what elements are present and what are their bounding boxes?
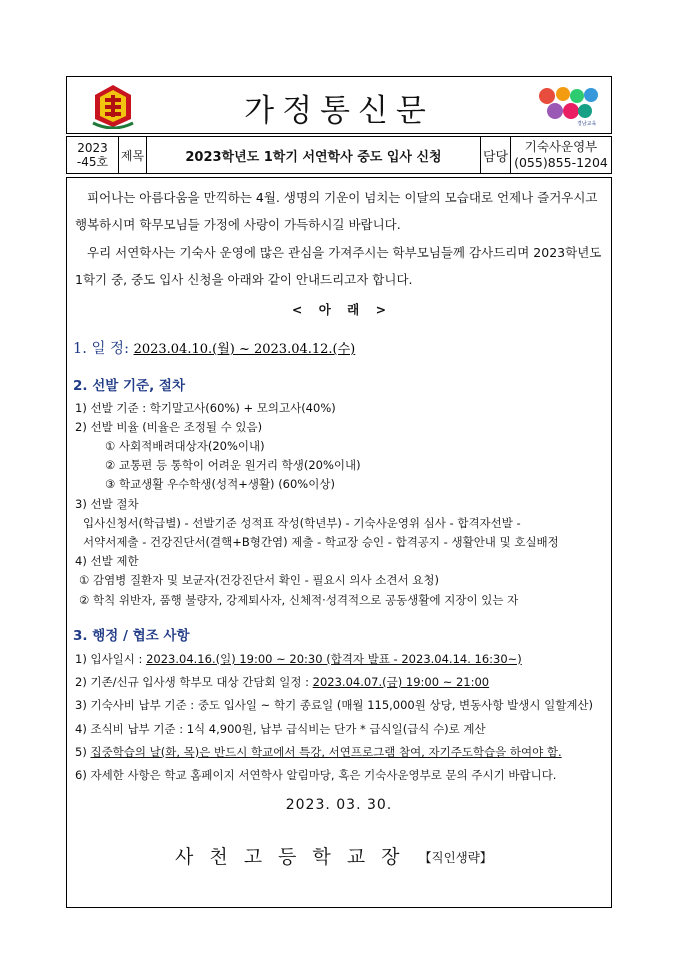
intro-paragraph-2: 우리 서연학사는 기숙사 운영에 많은 관심을 가져주시는 학부모님들께 감사드리며 2023학년도 1학기 중, 중도 입사 신청을 아래와 같이 안내드리고자 합니다.: [75, 245, 602, 287]
section-2-heading: 2. 선발 기준, 절차: [73, 378, 185, 394]
procedure-steps-1: 입사신청서(학급별) - 선발기준 성적표 작성(학년부) - 기숙사운영위 심사 - 합격자선발 -: [83, 516, 521, 530]
issue-year: 2023: [77, 141, 108, 155]
restriction-item-1: ① 감염병 질환자 및 보균자(건강진단서 확인 - 필요시 의사 소견서 요청): [79, 573, 439, 587]
restriction-line: 4) 선발 제한: [75, 554, 139, 568]
inquiry-line: 6) 자세한 사항은 학교 홈페이지 서연학사 알림마당, 혹은 기숙사운영부로 문의 주시기 바랍니다.: [75, 768, 557, 782]
department-name: 기숙사운영부: [524, 139, 598, 154]
study-day-line: [75, 744, 562, 760]
dorm-fee-line: 3) 기숙사비 납부 기준 : 중도 입사일 ~ 학기 종료일 (매월 115,000원 상당, 변동사항 발생시 일할계산): [75, 698, 594, 712]
notice-heading: < 아 래 >: [291, 302, 387, 317]
study-day-value: 집중학습의 날(화, 목)은 반드시 학교에서 특강, 서연프로그램 참여, 자기주도학습을 하여야 함.: [90, 745, 562, 759]
body-frame: [66, 177, 612, 908]
breakfast-fee-line: 4) 조식비 납부 기준 : 1식 4,900원, 납부 급식비는 단가 * 급식일(급식 수)로 계산: [75, 722, 486, 736]
title-box: [66, 76, 612, 134]
department-phone: (055)855-1204: [514, 155, 608, 170]
procedure-steps-2: 서약서제출 - 건강진단서(결핵+B형간염) 제출 - 학교장 승인 - 합격공지 - 생활안내 및 호실배정: [83, 535, 559, 549]
page-title: 가정통신문: [244, 93, 434, 129]
department-contact: [511, 137, 611, 173]
admission-date-label: 1) 입사일시 :: [75, 652, 147, 666]
meeting-value: 2023.04.07.(금) 19:00 ~ 21:00: [312, 675, 490, 689]
section-1-heading: [73, 337, 355, 358]
schedule-dates: 2023.04.10.(월) ~ 2023.04.12.(수): [133, 342, 356, 357]
criteria-line: 1) 선발 기준 : 학기말고사(60%) + 모의고사(40%): [75, 401, 336, 415]
ratio-item-3: ③ 학교생활 우수학생(성적+생활) (60%이상): [105, 477, 335, 491]
section-1-title: 1. 일 정:: [73, 341, 129, 357]
admission-date-value: 2023.04.16.(일) 19:00 ~ 20:30 (합격자 발표 - 2023.04.14. 16:30~): [146, 652, 522, 666]
subject-text: 2023학년도 1학기 서연학사 중도 입사 신청: [147, 137, 481, 173]
issue-number: [67, 137, 119, 173]
ratio-line: 2) 선발 비율 (비율은 조정될 수 있음): [75, 420, 263, 434]
issue-no: -45호: [76, 155, 109, 169]
gyeongnam-education-logo-icon: [537, 83, 601, 127]
signer-name: 사천고등학교장: [175, 846, 416, 868]
intro-paragraph-1: 피어나는 아름다움을 만끽하는 4월. 생명의 기운이 넘치는 이달의 모습대로 언제나 즐거우시고 행복하시며 학무모님들 가정에 사랑이 가득하시길 바랍니다.: [75, 190, 598, 232]
ratio-item-1: ① 사회적배려대상자(20%이내): [105, 439, 265, 453]
ratio-item-2: ② 교통편 등 통학이 어려운 원거리 학생(20%이내): [105, 458, 361, 472]
procedure-line: 3) 선발 절차: [75, 497, 139, 511]
info-row: [66, 136, 612, 174]
issue-date: 2023. 03. 30.: [285, 797, 393, 813]
section-3-heading: 3. 행정 / 협조 사항: [73, 628, 190, 644]
seal-omitted: 【직인생략】: [419, 850, 493, 865]
study-day-label: 5): [75, 745, 91, 759]
restriction-item-2: ② 학칙 위반자, 품행 불량자, 강제퇴사자, 신체적·성격적으로 공동생활에 지장이 있는 자: [79, 593, 519, 607]
admission-date-line: [75, 651, 522, 667]
meeting-label: 2) 기존/신규 입사생 학부모 대상 간담회 일정 :: [75, 675, 313, 689]
charge-label: 담당: [481, 137, 511, 173]
subject-label: 제목: [119, 137, 147, 173]
svg-text:경남교육: 경남교육: [577, 121, 597, 127]
meeting-line: [75, 674, 489, 690]
